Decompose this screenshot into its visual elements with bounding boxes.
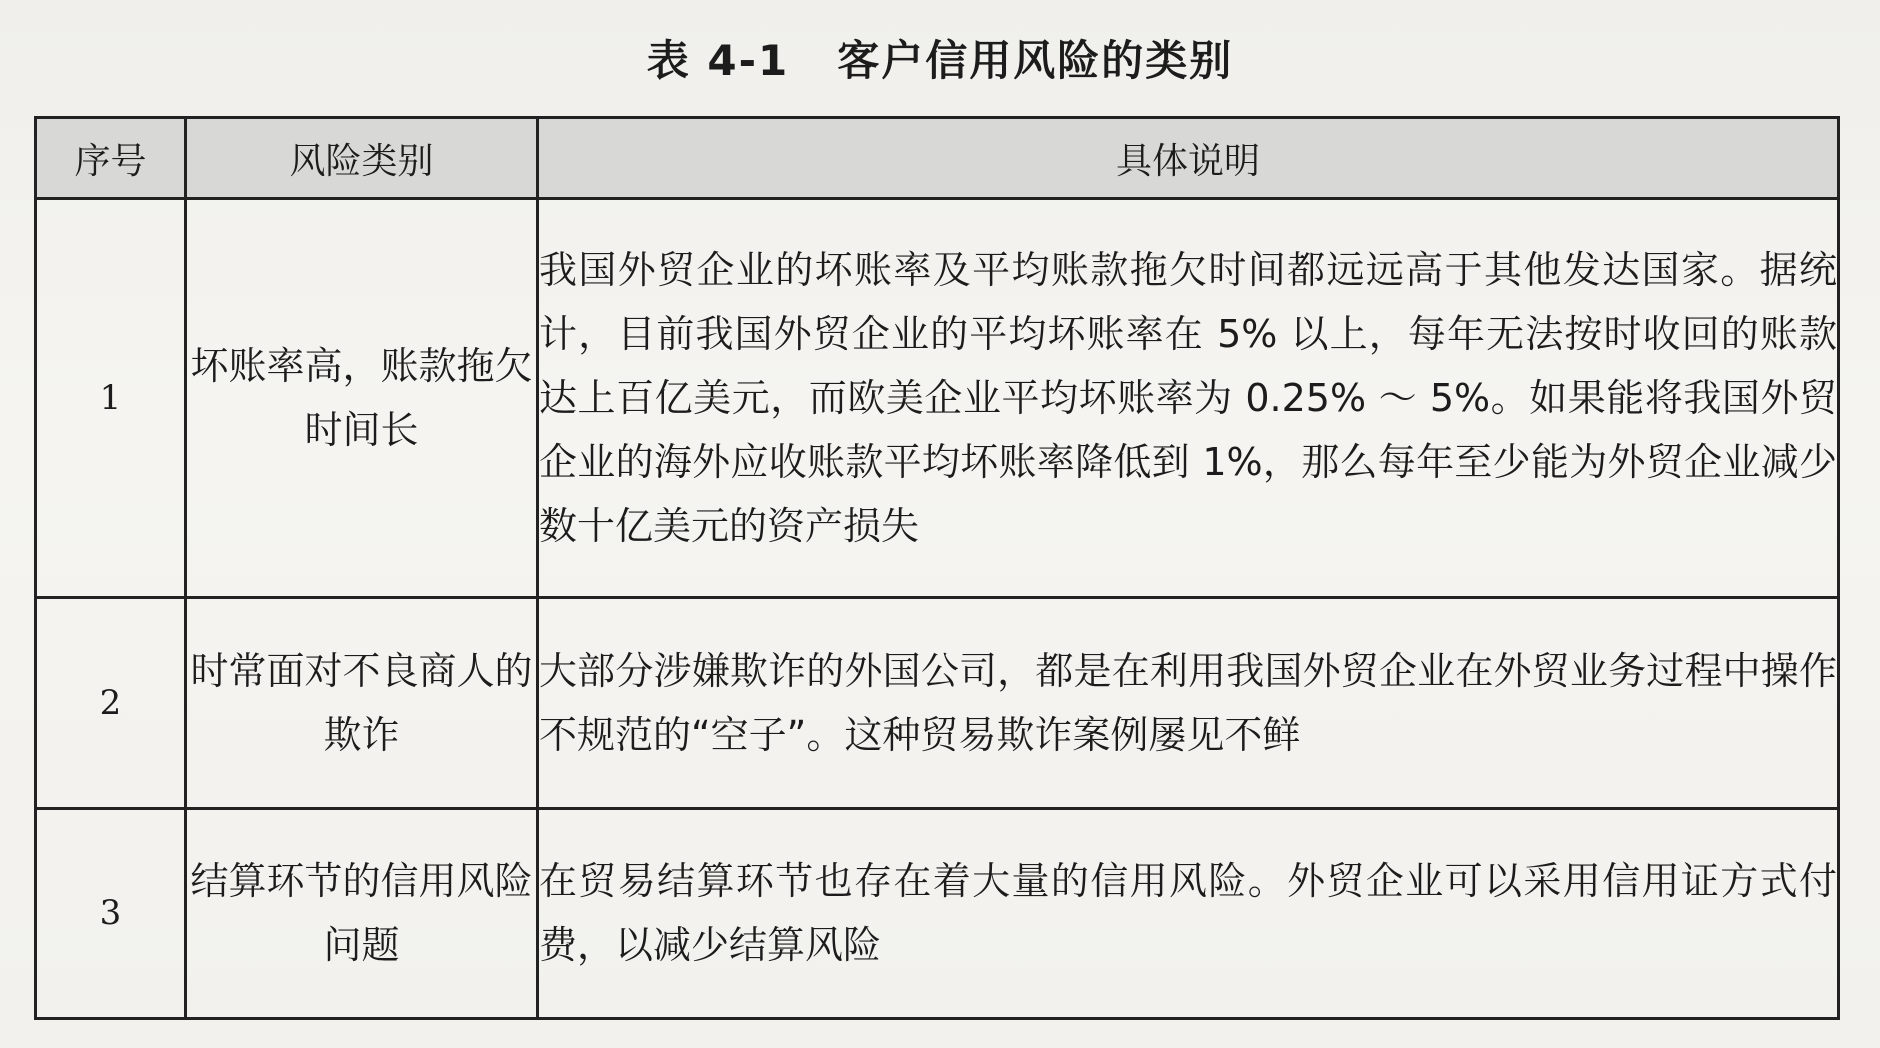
header-num: 序号 — [36, 118, 186, 199]
table-caption: 客户信用风险的类别 — [837, 36, 1234, 85]
row-num: 1 — [36, 199, 186, 598]
row-category: 时常面对不良商人的欺诈 — [186, 598, 538, 808]
table-row — [36, 808, 1839, 1018]
row-description: 在贸易结算环节也存在着大量的信用风险。外贸企业可以采用信用证方式付费，以减少结算风险 — [538, 808, 1839, 1018]
header-category: 风险类别 — [186, 118, 538, 199]
table-row — [36, 598, 1839, 808]
table-row — [36, 199, 1839, 598]
row-num: 3 — [36, 808, 186, 1018]
table-title — [0, 28, 1880, 88]
table-number: 表 4-1 — [646, 36, 790, 85]
header-description: 具体说明 — [538, 118, 1839, 199]
row-category: 坏账率高，账款拖欠时间长 — [186, 199, 538, 598]
row-category: 结算环节的信用风险问题 — [186, 808, 538, 1018]
header-row — [36, 118, 1839, 199]
risk-category-table — [34, 116, 1840, 1020]
row-num: 2 — [36, 598, 186, 808]
row-description: 我国外贸企业的坏账率及平均账款拖欠时间都远远高于其他发达国家。据统计，目前我国外贸企业的平均坏账率在 5% 以上，每年无法按时收回的账款达上百亿美元，而欧美企业平均坏账率为 0.25% ～ 5%。如果能将我国外贸企业的海外应收账款平均坏账率降低到 1%，那么每年至少能为外贸企业减少数十亿美元的资产损失 — [538, 199, 1839, 598]
row-description: 大部分涉嫌欺诈的外国公司，都是在利用我国外贸企业在外贸业务过程中操作不规范的“空子”。这种贸易欺诈案例屡见不鲜 — [538, 598, 1839, 808]
